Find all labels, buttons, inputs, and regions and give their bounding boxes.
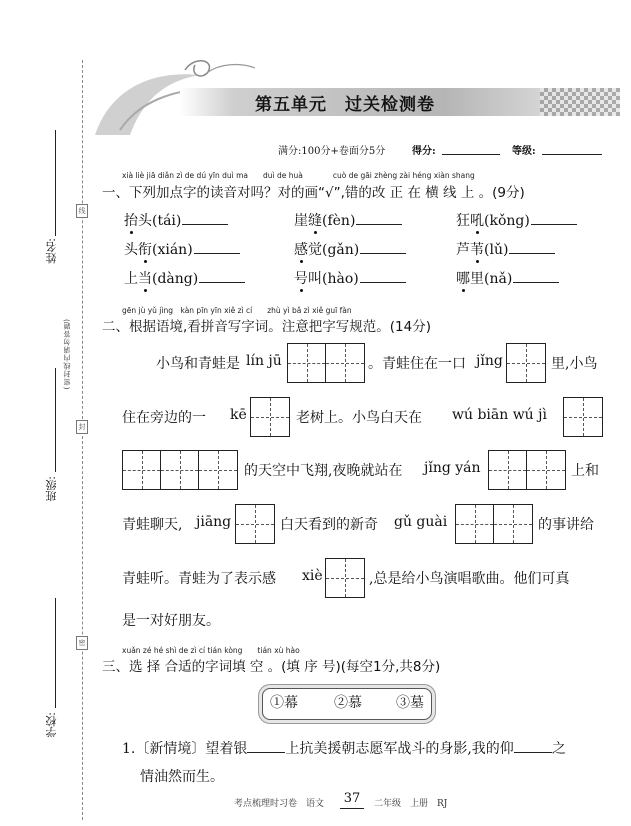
school-label: 学校: — [45, 712, 58, 738]
class-label: 班级: — [45, 476, 58, 502]
q2-pinyin-hint: xiè — [302, 568, 323, 584]
q1-item: 号叫(hào) — [294, 268, 406, 288]
class-field-line[interactable] — [55, 368, 56, 472]
answer-blank[interactable] — [513, 270, 559, 283]
q2-pinyin-hint: wú biān wú jì — [452, 407, 547, 423]
q2-title: 二、根据语境,看拼音写字词。注意把字写规范。(14分) — [102, 319, 432, 335]
grade-label: 等级: — [512, 146, 536, 157]
answer-blank[interactable] — [182, 212, 228, 225]
page-title: 第五单元 过关检测卷 — [255, 95, 435, 115]
answer-blank[interactable] — [514, 740, 552, 753]
q2-text: 。青蛙住在一口 — [368, 356, 466, 372]
q1-title: 一、下列加点字的读音对吗？对的画“√”,错的改 正 在 横 线 上 。(9分) — [102, 185, 525, 201]
score-field[interactable] — [442, 142, 500, 155]
score-label: 得分: — [412, 146, 436, 157]
q2-pinyin: gēn jù yǔ jìng kàn pīn yīn xiě zì cí zhù yì bǎ zì xiě guī fàn — [122, 306, 352, 315]
q1-item: 抬头(tái) — [124, 210, 228, 230]
q2-text: 的事讲给 — [538, 517, 594, 533]
answer-blank[interactable] — [360, 270, 406, 283]
q2-text: 住在旁边的一 — [122, 410, 206, 426]
q2-pinyin-hint: lín jū — [246, 353, 282, 369]
seal-note: (密封线内请勿答题) — [63, 318, 71, 390]
q1-item: 哪里(nǎ) — [456, 268, 559, 288]
q2-pinyin-hint: jiāng — [196, 514, 232, 530]
q3-item-1: 1.〔新情境〕望着银 上抗美援朝志愿军战斗的身影,我的仰 之 — [122, 741, 566, 757]
q2-pinyin-hint: jǐng — [476, 353, 503, 369]
writing-grid[interactable] — [287, 343, 365, 383]
q1-pinyin: xià liè jiā diǎn zì de dú yīn duì ma duì de huà cuò de gāi zhèng zài héng xiàn shang — [122, 171, 475, 180]
option-3[interactable]: ③墓 — [396, 695, 424, 711]
q1-item: 芦苇(lǔ) — [456, 239, 555, 259]
q2-text: 的天空中飞翔,夜晚就站在 — [244, 463, 403, 479]
score-full: 满分:100分+卷面分5分 — [278, 146, 386, 157]
q2-text: ,总是给小鸟演唱歌曲。他们可真 — [369, 571, 570, 587]
answer-blank[interactable] — [531, 212, 577, 225]
writing-grid[interactable] — [122, 450, 238, 490]
binding-mark-top: 线 — [76, 204, 88, 218]
writing-grid[interactable] — [325, 558, 365, 598]
q2-text: 里,小鸟 — [551, 356, 598, 372]
writing-grid[interactable] — [235, 504, 275, 544]
q2-text: 小鸟和青蛙是 — [156, 356, 240, 372]
name-label: 姓名: — [45, 238, 58, 264]
q1-item: 崖缝(fèn) — [294, 210, 402, 230]
writing-grid[interactable] — [563, 397, 603, 437]
grade-field[interactable] — [542, 142, 602, 155]
footer-right: 二年级 上册 RJ — [374, 799, 448, 809]
q3-title: 三、选 择 合适的字词填 空 。(填 序 号)(每空1分,共8分) — [102, 659, 441, 675]
q1-item: 狂吼(kǒng) — [456, 210, 577, 230]
q3-pinyin: xuǎn zé hé shì de zì cí tián kòng tián xù hào — [122, 646, 300, 655]
answer-blank[interactable] — [360, 241, 406, 254]
binding-mark-mid: 封 — [76, 420, 88, 434]
page-number: 37 — [340, 790, 364, 809]
answer-blank[interactable] — [509, 241, 555, 254]
option-2[interactable]: ②慕 — [334, 695, 362, 711]
title-banner-pattern — [540, 88, 620, 116]
answer-blank[interactable] — [356, 212, 402, 225]
q2-text: 是一对好朋友。 — [122, 613, 220, 629]
writing-grid[interactable] — [455, 504, 533, 544]
q2-pinyin-hint: kē — [230, 407, 247, 423]
q2-text: 白天看到的新奇 — [280, 517, 378, 533]
q1-item: 上当(dàng) — [124, 268, 245, 288]
q2-text: 青蛙听。青蛙为了表示感 — [122, 571, 276, 587]
q2-text: 青蛙聊天, — [122, 517, 183, 533]
q2-text: 上和 — [571, 463, 599, 479]
answer-blank[interactable] — [194, 241, 240, 254]
binding-mark-bottom: 密 — [76, 636, 88, 650]
footer-left: 考点梳理时习卷 语文 — [234, 799, 325, 809]
binding-line — [82, 60, 83, 820]
q1-item: 头衔(xián) — [124, 239, 240, 259]
school-field-line[interactable] — [55, 598, 56, 708]
q2-text: 老树上。小鸟白天在 — [296, 410, 422, 426]
q1-item: 感觉(gǎn) — [294, 239, 406, 259]
answer-blank[interactable] — [247, 740, 285, 753]
q3-item-1-cont: 情油然而生。 — [140, 769, 224, 785]
answer-blank[interactable] — [199, 270, 245, 283]
name-field-line[interactable] — [55, 130, 56, 236]
q2-pinyin-hint: gǔ guài — [394, 514, 448, 530]
writing-grid[interactable] — [506, 343, 546, 383]
writing-grid[interactable] — [250, 397, 290, 437]
q2-pinyin-hint: jǐng yán — [424, 460, 481, 476]
option-1[interactable]: ①幕 — [270, 695, 298, 711]
writing-grid[interactable] — [488, 450, 566, 490]
